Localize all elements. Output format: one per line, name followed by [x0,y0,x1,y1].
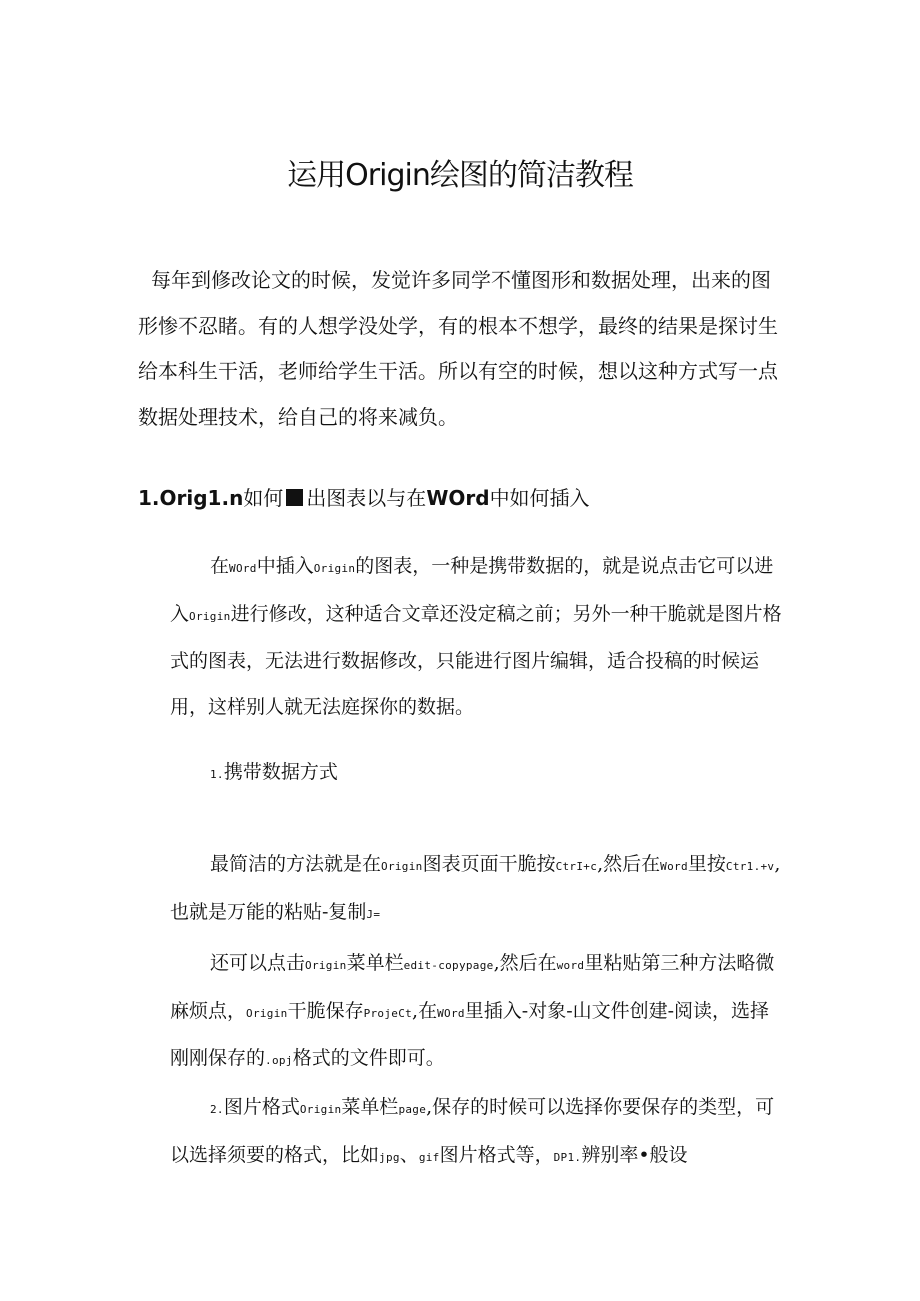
p4-t5: 干脆保存 [287,999,364,1022]
list-item-1 [210,750,338,797]
intro-text: 每年到修改论文的时候，发觉许多同学不懂图形和数据处理，出来的图形惨不忍睹。有的人想学没处学，有的根本不想学，最终的结果是探讨生给本科生干活，老师给学生干活。所以有空的时候，想以这种方式写一点数据处理技术，给自己的将来减负。 [138,268,778,429]
p4-t2: 菜单栏 [346,952,404,974]
paragraph-copypage [170,941,788,1084]
p4-m4: Origin [246,1006,288,1020]
p4-m2: edit-copypage [403,959,494,972]
p2-t4: 进行修改，这种适合文章还没定稿之前；另外一种干脆就是图片格式的图表，无法进行数据修改，只能进行图片编辑，适合投稿的时候运用，这样别人就无法庭探你的数据。 [170,602,782,718]
heading-part1: 1.Orig1.n [138,486,244,510]
p5-t1: 图片格式 [223,1096,300,1118]
item1-text: 携带数据方式 [223,761,338,783]
p3-t1: 最简洁的方法就是在 [210,853,382,875]
p2-m3: Origin [189,609,231,623]
p3-t2: 图表页面干脆按 [422,853,556,875]
intro-paragraph [138,258,788,440]
p2-m2: Origin [313,562,356,575]
p2-m1: WOrd [229,562,257,575]
p2-t1: 在 [210,555,230,577]
p5-t4: 、 [399,1143,419,1166]
p3-t3: ,然后在 [597,853,661,875]
heading-part3: 出图表以与在 [306,486,427,510]
p2-t2: 中插入 [256,555,314,577]
p3-m3: Word [660,860,688,873]
p3-m2: CtrI+c [555,860,598,873]
p5-t6: 辨别率•般设 [581,1143,688,1166]
section-heading [138,478,590,518]
p4-m7: .opj [265,1054,293,1067]
p4-m1: Origin [305,959,347,972]
p3-m5: J= [366,907,381,921]
paragraph-copy-paste [170,842,788,937]
p4-m6: WOrd [437,1006,465,1020]
p4-t1: 还可以点击 [210,952,306,974]
p3-m1: Origin [381,860,423,873]
p5-m5: gif [418,1150,440,1164]
p4-m3: word [556,959,585,972]
heading-part5: 中如何插入 [489,486,590,510]
p3-t5: ,也就是万能的粘贴-复制 [170,853,781,923]
p5-t2: 菜单栏 [341,1096,399,1118]
p4-t8: 格式的文件即可。 [292,1047,445,1069]
p2-t3: 的图表，一种是携带数据的，就是说点击它可以进入 [170,555,774,625]
p3-t4: 里按 [687,853,726,875]
item1-number: 1. [210,768,224,781]
p3-m4: Ctr1.+v [725,860,775,873]
p5-t3: ,保存的时候可以选择你要保存的类型，可以选择须要的格式，比如 [170,1096,775,1166]
heading-part4: WOrd [426,486,490,510]
p5-m2: Origin [299,1103,342,1116]
document-title: 运用Origin绘图的简洁教程 [287,158,633,193]
p5-m3: page [398,1103,427,1116]
p4-t6: ,在 [412,999,438,1022]
p4-t3: ,然后在 [493,952,557,974]
p4-t7: 里插入-对象-山文件创建-阅读，选择刚刚保存的 [170,999,770,1069]
p4-t4: 里粘贴第三种方法略微麻烦点， [170,952,775,1022]
black-square-icon [286,489,303,506]
p5-m4: jpg [379,1150,400,1164]
heading-part2: 如何 [243,486,284,510]
p5-m6: DP1. [553,1150,582,1164]
paragraph-word-insert [170,544,788,730]
paragraph-image-format [170,1085,788,1180]
p5-t5: 图片格式等， [439,1143,554,1166]
p5-m1: 2. [210,1103,224,1116]
p4-m5: ProjeCt [363,1006,413,1020]
